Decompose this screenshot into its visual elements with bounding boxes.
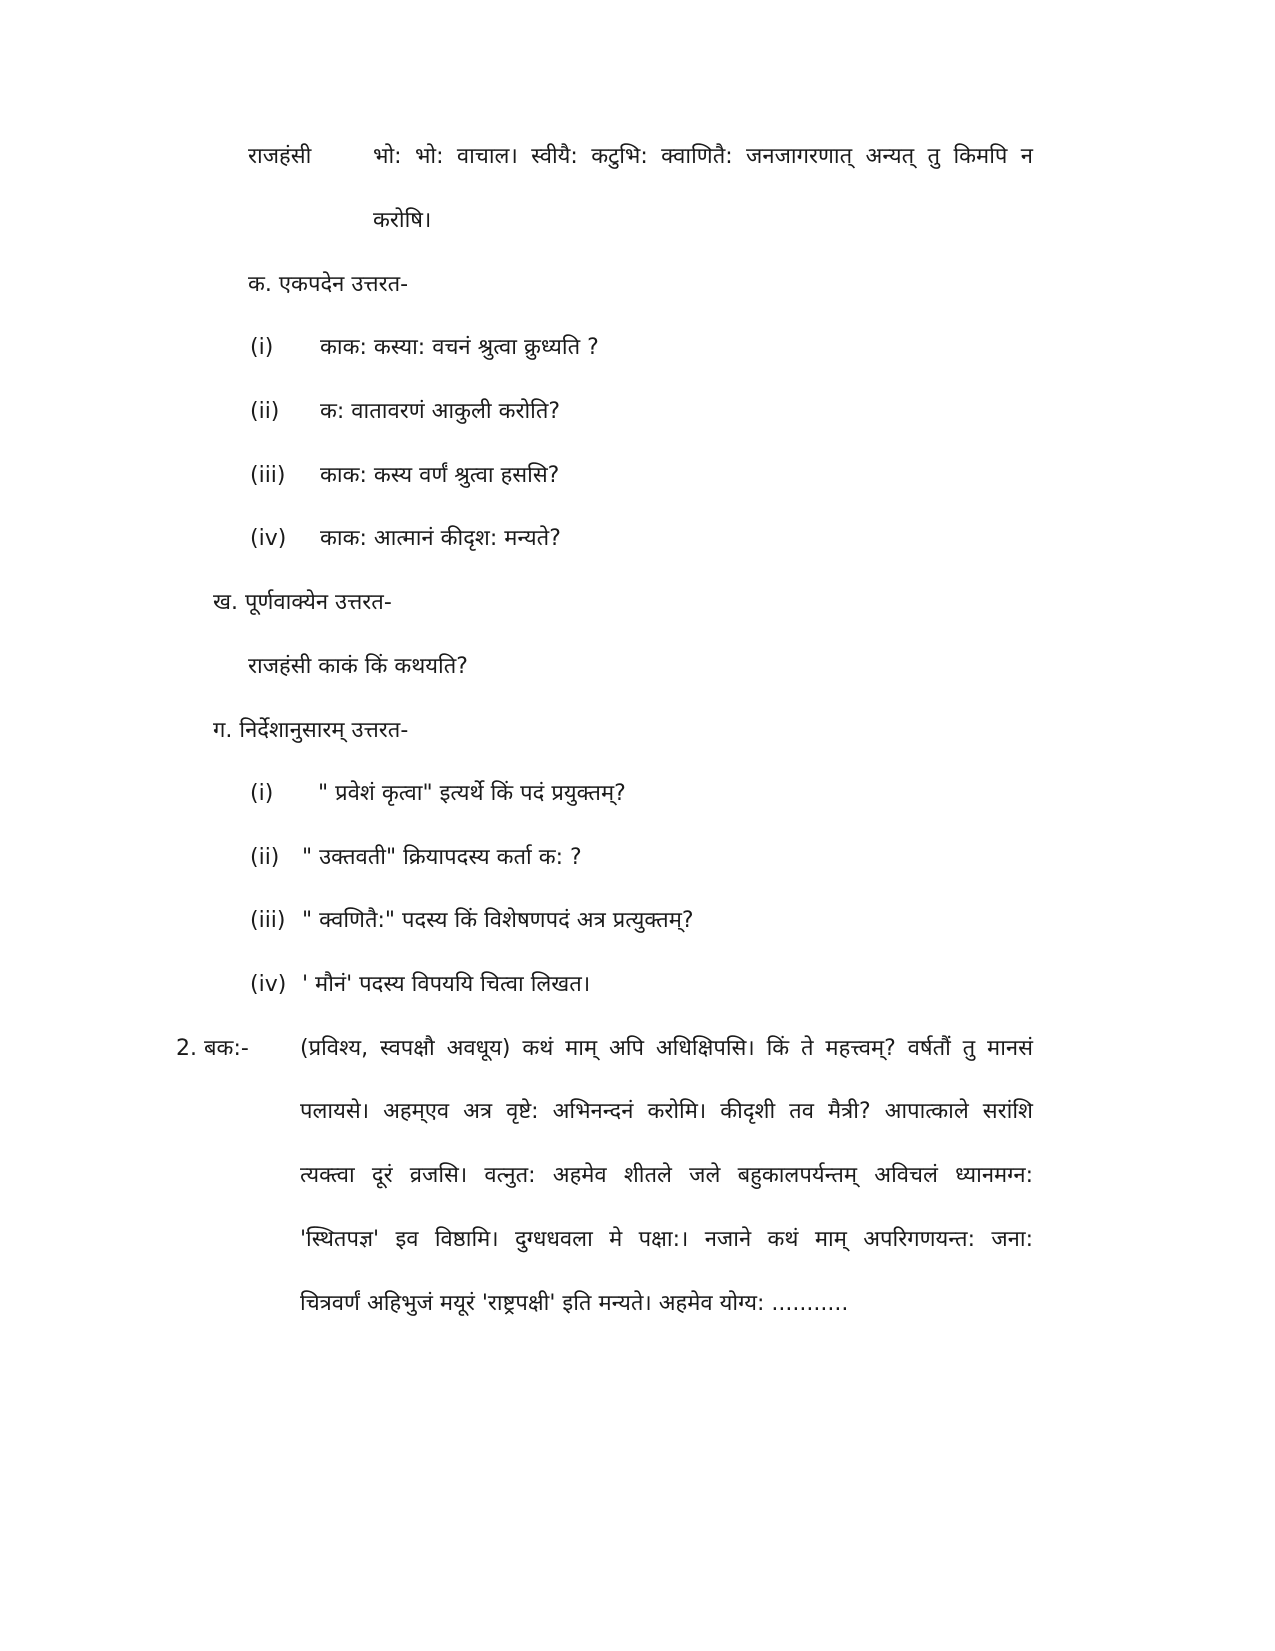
- speech-text-line: (प्रविश्य, स्वपक्षौ अवधूय) कथं माम् अपि अधिक्षिपसि। किं ते महत्त्वम्? वर्षतौं तु मानसं: [300, 1036, 1033, 1061]
- question-number: (i): [250, 335, 274, 360]
- question-text: ' मौनं' पदस्य विपययि चित्वा लिखत।: [302, 972, 591, 997]
- speech-text-line: भो: भो: वाचाल। स्वीयै: कटुभि: क्वाणितै: जनजागरणात् अन्यत् तु किमपि न: [373, 144, 1033, 169]
- question-number: (iii): [250, 463, 286, 488]
- question-text: " क्वणितै:" पदस्य किं विशेषणपदं अत्र प्रत्युक्तम्?: [302, 908, 694, 933]
- speech-text-line: पलायसे। अहम्एव अत्र वृष्टे: अभिनन्दनं करोमि। कीदृशी तव मैत्री? आपात्काले सरांशि: [300, 1099, 1033, 1124]
- question-number: (iii): [250, 908, 286, 933]
- section-heading: ख. पूर्णवाक्येन उत्तरत-: [213, 590, 392, 615]
- section-heading: क. एकपदेन उत्तरत-: [248, 272, 409, 297]
- question-text: क: वातावरणं आकुली करोति?: [320, 399, 561, 424]
- question-text: काक: कस्य वर्णं श्रुत्वा हससि?: [320, 463, 560, 488]
- question-text: काक: कस्या: वचनं श्रुत्वा क्रुध्यति ?: [320, 335, 599, 360]
- question-number: (ii): [250, 399, 280, 424]
- question-text: " उक्तवती" क्रियापदस्य कर्ता क: ?: [302, 845, 582, 870]
- question-number: (ii): [250, 845, 280, 870]
- speech-text-line: करोषि।: [373, 208, 432, 233]
- section-heading: ग. निर्देशानुसारम् उत्तरत-: [213, 718, 409, 743]
- question-number: (iv): [250, 526, 287, 551]
- question-number: (i): [250, 781, 274, 806]
- question-text: काक: आत्मानं कीदृश: मन्यते?: [320, 526, 561, 551]
- question-text: राजहंसी काकं किं कथयति?: [248, 654, 468, 679]
- question-number-label: 2. बक:-: [176, 1036, 249, 1061]
- speech-text-line: चित्रवर्णं अहिभुजं मयूरं 'राष्ट्रपक्षी' इति मन्यते। अहमेव योग्य: ...........: [300, 1291, 849, 1316]
- speaker-label: राजहंसी: [248, 144, 312, 169]
- question-text: " प्रवेशं कृत्वा" इत्यर्थे किं पदं प्रयुक्तम्?: [318, 781, 626, 806]
- question-number: (iv): [250, 972, 287, 997]
- speech-text-line: त्यक्त्वा दूरं व्रजसि। वत्नुत: अहमेव शीतले जले बहुकालपर्यन्तम् अविचलं ध्यानमग्न:: [300, 1163, 1033, 1188]
- speech-text-line: 'स्थितपज्ञ' इव विष्ठामि। दुग्धधवला मे पक्षा:। नजाने कथं माम् अपरिगणयन्त: जना:: [300, 1227, 1033, 1252]
